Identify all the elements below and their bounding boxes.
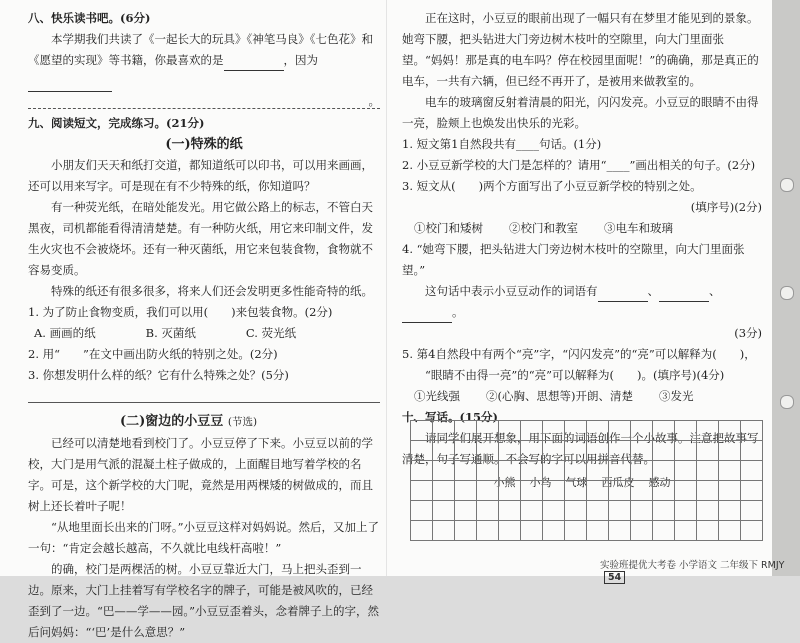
grid-cell[interactable] <box>719 461 741 481</box>
grid-cell[interactable] <box>565 461 587 481</box>
answer-blank[interactable] <box>224 56 284 71</box>
grid-cell[interactable] <box>411 521 433 541</box>
grid-cell[interactable] <box>477 521 499 541</box>
grid-cell[interactable] <box>697 481 719 501</box>
p1-q1-options <box>28 323 380 344</box>
grid-cell[interactable] <box>631 481 653 501</box>
grid-cell[interactable] <box>719 501 741 521</box>
answer-blank[interactable] <box>598 287 648 302</box>
grid-cell[interactable] <box>499 441 521 461</box>
grid-cell[interactable] <box>433 521 455 541</box>
grid-cell[interactable] <box>697 461 719 481</box>
p1-question-3: 3. 你想发明什么样的纸？它有什么特殊之处？(5分) <box>28 368 289 382</box>
p2-q3-options <box>402 218 762 239</box>
option-1[interactable]: ①光线强 <box>414 389 460 403</box>
option-b[interactable]: B. 灭菌纸 <box>145 326 196 340</box>
grid-cell[interactable] <box>697 421 719 441</box>
p2-q4-score: (3分) <box>734 326 762 340</box>
p2-question-5: 5. 第4自然段中有两个“亮”字，“闪闪发亮”的“亮”可以解释为( )， <box>402 347 756 361</box>
grid-cell[interactable] <box>543 481 565 501</box>
writing-grid[interactable] <box>410 420 763 541</box>
p2-q3-tail: (填序号)(2分) <box>690 200 762 214</box>
grid-cell[interactable] <box>411 501 433 521</box>
grid-cell[interactable] <box>631 421 653 441</box>
grid-cell[interactable] <box>565 441 587 461</box>
grid-cell[interactable] <box>587 521 609 541</box>
section-10-title: 十、写话。(15分) <box>402 410 498 424</box>
left-column <box>28 8 380 643</box>
grid-cell[interactable] <box>587 461 609 481</box>
grid-cell[interactable] <box>411 461 433 481</box>
answer-blank[interactable] <box>28 77 112 92</box>
grid-cell[interactable] <box>433 481 455 501</box>
grid-cell[interactable] <box>455 481 477 501</box>
grid-cell[interactable] <box>433 421 455 441</box>
grid-cell[interactable] <box>543 441 565 461</box>
passage-2-para: 已经可以清楚地看到校门了。小豆豆停了下来。小豆豆以前的学校，大门是用气派的混凝土柱子做成的，上面醒目地写着学校的名字。可是，这个新学校的大门呢，竟然是用两棵矮的树做成的，而且树上还长着叶子呢！ <box>28 436 373 513</box>
word: 西瓜皮 <box>601 476 635 489</box>
grid-cell[interactable] <box>675 521 697 541</box>
grid-cell[interactable] <box>631 441 653 461</box>
grid-cell[interactable] <box>477 421 499 441</box>
p2-question-2: 2. 小豆豆新学校的大门是怎样的？请用“____”画出相关的句子。(2分) <box>402 158 756 172</box>
passage-1-para: 小朋友们天天和纸打交道，都知道纸可以印书，可以用来画画，还可以用来写字。可是现在有不少特殊的纸，你知道吗？ <box>28 158 373 193</box>
page-divider <box>386 0 387 576</box>
grid-cell[interactable] <box>609 501 631 521</box>
passage-1-para: 特殊的纸还有很多很多，将来人们还会发明更多性能奇特的纸。 <box>51 284 373 298</box>
passage-2-para: 正在这时，小豆豆的眼前出现了一幅只有在梦里才能见到的景象。她弯下腰，把头钻进大门旁边树木枝叶的空隙里，向大门里面张望。“妈妈！那是真的电车吗？停在校园里面呢！”的确确，那是真正的电车，一共有六辆，但已经不再开了，是被用来做教室的。 <box>402 11 759 88</box>
grid-cell[interactable] <box>587 441 609 461</box>
grid-cell[interactable] <box>543 521 565 541</box>
p2-q5-sub: “眼睛不由得一亮”的“亮”可以解释为( )。(填序号)(4分) <box>425 368 725 382</box>
grid-cell[interactable] <box>433 461 455 481</box>
grid-cell[interactable] <box>719 481 741 501</box>
option-c[interactable]: C. 荧光纸 <box>245 326 297 340</box>
grid-cell[interactable] <box>477 461 499 481</box>
grid-cell[interactable] <box>631 501 653 521</box>
footer <box>600 557 800 584</box>
grid-cell[interactable] <box>609 481 631 501</box>
option-3[interactable]: ③电车和玻璃 <box>604 221 673 235</box>
grid-cell[interactable] <box>521 501 543 521</box>
word: 小鸟 <box>529 476 552 489</box>
grid-cell[interactable] <box>455 441 477 461</box>
grid-cell[interactable] <box>675 481 697 501</box>
grid-cell[interactable] <box>653 441 675 461</box>
grid-cell[interactable] <box>477 441 499 461</box>
passage-1-para: 有一种荧光纸，在暗处能发光。用它做公路上的标志，不管白天黑夜，司机都能看得清清楚楚。有一种防火纸，用它来印制文件，发生火灾也不会被烧坏。还有一种灭菌纸，用它来包装食物，食物就不容易变质。 <box>28 200 373 277</box>
answer-blank[interactable] <box>402 308 452 323</box>
option-2[interactable]: ②校门和教室 <box>509 221 578 235</box>
writing-instructions: 请同学们展开想象，用下面的词语创作一个小故事。注意把故事写清楚，句子写通顺。不会写的字可以用拼音代替。 <box>402 431 759 466</box>
grid-cell[interactable] <box>521 461 543 481</box>
section-9-title: 九、阅读短文，完成练习。(21分) <box>28 116 205 130</box>
grid-cell[interactable] <box>411 421 433 441</box>
p2-q5-options <box>402 386 762 407</box>
binding-hole <box>780 395 794 409</box>
grid-cell[interactable] <box>477 501 499 521</box>
p1-question-2: 2. 用“ ”在文中画出防火纸的特别之处。(2分) <box>28 347 278 361</box>
grid-cell[interactable] <box>521 481 543 501</box>
grid-cell[interactable] <box>631 461 653 481</box>
grid-cell[interactable] <box>609 421 631 441</box>
passage-1-title: (一)特殊的纸 <box>165 137 243 152</box>
p2-question-4: 4. “她弯下腰，把头钻进大门旁边树木枝叶的空隙里，向大门里面张望。” <box>402 242 745 277</box>
answer-line[interactable] <box>28 386 380 403</box>
option-3[interactable]: ③发光 <box>658 389 694 403</box>
p2-q4-sub: 这句话中表示小豆豆动作的词语有 、 、。 <box>402 281 762 323</box>
grid-cell[interactable] <box>675 501 697 521</box>
grid-cell[interactable] <box>741 461 763 481</box>
grid-cell[interactable] <box>719 421 741 441</box>
p1-question-1: 1. 为了防止食物变质，我们可以用( )来包装食物。(2分) <box>28 305 333 319</box>
answer-line[interactable]: 。 <box>28 94 380 109</box>
grid-cell[interactable] <box>609 441 631 461</box>
grid-cell[interactable] <box>741 441 763 461</box>
grid-cell[interactable] <box>675 421 697 441</box>
grid-cell[interactable] <box>499 521 521 541</box>
grid-cell[interactable] <box>543 501 565 521</box>
passage-2-para: 电车的玻璃窗反射着清晨的阳光，闪闪发亮。小豆豆的眼睛不由得一亮，脸颊上也焕发出快乐的光彩。 <box>402 95 759 130</box>
grid-cell[interactable] <box>433 501 455 521</box>
grid-cell[interactable] <box>565 501 587 521</box>
grid-cell[interactable] <box>455 521 477 541</box>
grid-cell[interactable] <box>653 421 675 441</box>
grid-cell[interactable] <box>543 461 565 481</box>
grid-cell[interactable] <box>653 461 675 481</box>
grid-cell[interactable] <box>719 441 741 461</box>
grid-cell[interactable] <box>697 521 719 541</box>
grid-cell[interactable] <box>675 441 697 461</box>
grid-cell[interactable] <box>565 421 587 441</box>
grid-cell[interactable] <box>719 521 741 541</box>
word: 小熊 <box>493 476 516 489</box>
grid-cell[interactable] <box>499 501 521 521</box>
word: 气球 <box>565 476 588 489</box>
grid-cell[interactable] <box>477 481 499 501</box>
passage-2-para: 的确，校门是两棵活的树。小豆豆靠近大门，马上把头歪到一边。原来，大门上挂着写有学校名字的牌子，可能是被风吹的，已经歪到了一边。“巴——学——园。”小豆豆歪着头，念着牌子上的字，然后问妈妈：“‘巴’是什么意思？” <box>28 562 380 639</box>
page-number: 54 <box>604 571 625 584</box>
grid-cell[interactable] <box>565 481 587 501</box>
grid-cell[interactable] <box>653 521 675 541</box>
grid-cell[interactable] <box>697 441 719 461</box>
option-1[interactable]: ①校门和矮树 <box>414 221 483 235</box>
grid-cell[interactable] <box>741 501 763 521</box>
grid-cell[interactable] <box>499 481 521 501</box>
section-8-title: 八、快乐读书吧。(6分) <box>28 11 151 25</box>
grid-cell[interactable] <box>697 501 719 521</box>
grid-cell[interactable] <box>521 421 543 441</box>
answer-blank[interactable] <box>659 287 709 302</box>
grid-cell[interactable] <box>653 481 675 501</box>
grid-cell[interactable] <box>653 501 675 521</box>
grid-cell[interactable] <box>609 521 631 541</box>
grid-cell[interactable] <box>455 461 477 481</box>
grid-cell[interactable] <box>411 441 433 461</box>
p2-question-1: 1. 短文第1自然段共有____句话。(1分) <box>402 137 602 151</box>
grid-cell[interactable] <box>433 441 455 461</box>
option-a[interactable]: A. 画画的纸 <box>34 326 96 340</box>
footer-text: 实验班提优大考卷 小学语文 二年级下 RMJY <box>600 560 785 571</box>
grid-cell[interactable] <box>609 461 631 481</box>
binding-hole <box>780 178 794 192</box>
grid-cell[interactable] <box>543 421 565 441</box>
grid-cell[interactable] <box>411 481 433 501</box>
grid-cell[interactable] <box>587 501 609 521</box>
grid-cell[interactable] <box>741 521 763 541</box>
grid-cell[interactable] <box>631 521 653 541</box>
grid-cell[interactable] <box>741 481 763 501</box>
grid-cell[interactable] <box>521 441 543 461</box>
word: 感动 <box>648 476 671 489</box>
grid-cell[interactable] <box>455 421 477 441</box>
grid-cell[interactable] <box>455 501 477 521</box>
grid-cell[interactable] <box>587 421 609 441</box>
q8-text: 本学期我们共读了《一起长大的玩具》《神笔马良》《七色花》和《愿望的实现》等书籍，你最喜欢的是 ，因为 <box>28 29 380 92</box>
grid-cell[interactable] <box>741 421 763 441</box>
binding-hole <box>780 286 794 300</box>
grid-cell[interactable] <box>587 481 609 501</box>
grid-cell[interactable] <box>499 461 521 481</box>
p2-question-3: 3. 短文从( )两个方面写出了小豆豆新学校的特别之处。 <box>402 179 702 193</box>
grid-cell[interactable] <box>521 521 543 541</box>
grid-cell[interactable] <box>565 521 587 541</box>
passage-2-para: “从地里面长出来的门呀。”小豆豆这样对妈妈说。然后，又加上了一句：“肯定会越长越高，不久就比电线杆高啦！” <box>28 520 380 555</box>
option-2[interactable]: ②(心胸、思想等)开朗、清楚 <box>486 389 633 403</box>
grid-cell[interactable] <box>499 421 521 441</box>
passage-2-title: (二)窗边的小豆豆 (节选) <box>120 414 258 429</box>
grid-cell[interactable] <box>675 461 697 481</box>
